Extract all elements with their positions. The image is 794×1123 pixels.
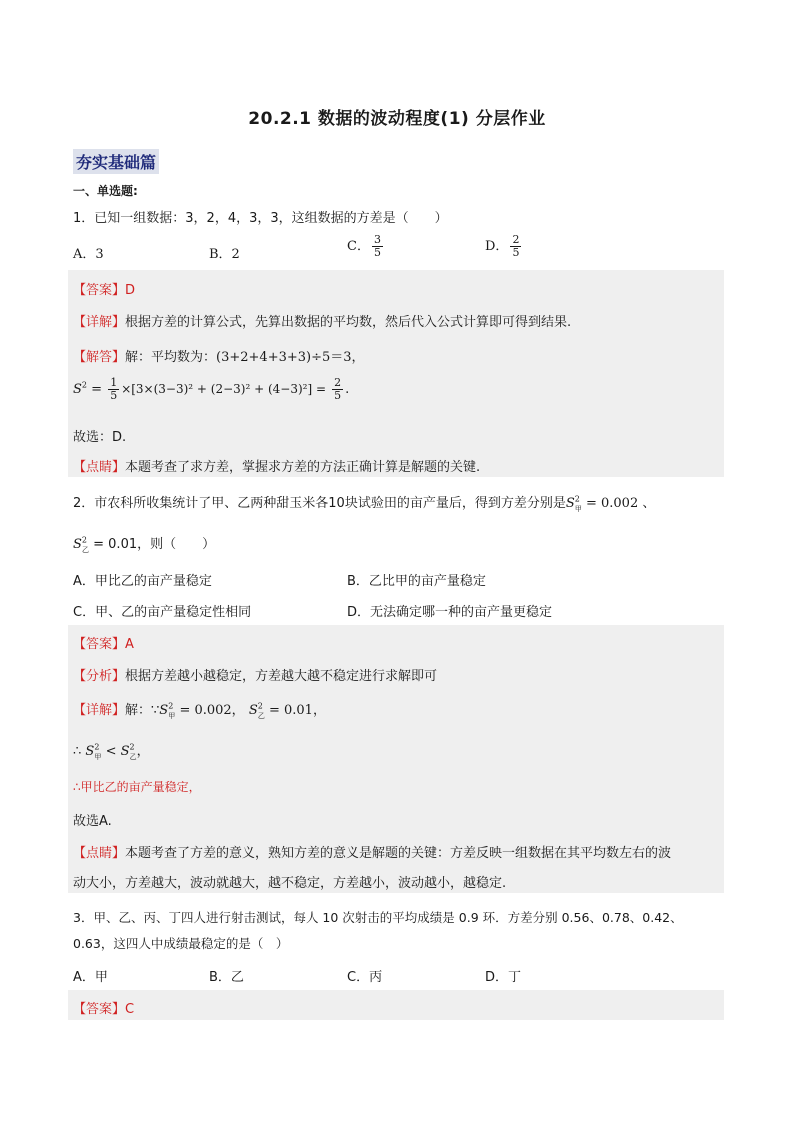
q2-so-1: ∴ $S^2_甲 < S^2_乙$， [73,742,150,761]
q1-option-d [485,234,523,259]
q2-stem: 2．市农科所收集统计了甲、乙两种甜玉米各10块试验田的亩产量后，得到方差分别是$S^2_甲 = 0.002$ 、 [73,494,656,513]
q1-point: 【点睛】本题考查了求方差，掌握求方差的方法正确计算是解题的关键. [73,460,481,475]
q2-so-2: ∴甲比乙的亩产量稳定， [73,780,201,794]
q2-analysis: 【分析】根据方差越小越稳定，方差越大越不稳定进行求解即可 [73,669,438,684]
q3-stem-2: 0.63，这四人中成绩最稳定的是（ ） [73,936,289,951]
q1-option-d-num: 2 [512,233,520,246]
q3-answer: 【答案】C [73,1002,135,1017]
q1-solution-box [68,270,724,477]
q2-option-d: D．无法确定哪一种的亩产量更稳定 [347,605,553,620]
q2-option-c: C．甲、乙的亩产量稳定性相同 [73,605,252,620]
q2-stem-2: $S^2_乙 = 0.01$，则（ ） [73,535,216,554]
q3-option-b: B．乙 [209,970,244,985]
q1-option-d-den: 5 [512,246,520,259]
q1-option-d-label: D． [485,239,509,254]
q1-formula: $S^2$ = $\frac{1}{5}$ ×[3×(3−3)² + (2−3)² + (4−3)²] = $\frac{2}{5}$ . [73,376,350,402]
q3-option-a: A．甲 [73,970,108,985]
q2-option-b: B．乙比甲的亩产量稳定 [347,574,486,589]
q2-choose: 故选A. [73,814,112,829]
q1-option-a: A．3 [73,247,104,262]
q1-option-c-num: 3 [373,233,381,246]
q2-point-1: 【点睛】本题考查了方差的意义，熟知方差的意义是解题的关键：方差反映一组数据在其平均数左右的波 [73,846,672,861]
page-title: 20.2.1 数据的波动程度(1) 分层作业 [248,109,546,129]
q2-detail: 【详解】解：$\because S^2_甲 = 0.002$， $S^2_乙 = 0.01$， [73,701,326,720]
q1-detail: 【详解】根据方差的计算公式，先算出数据的平均数，然后代入公式计算即可得到结果. [73,315,572,330]
q1-choose: 故选：D. [73,430,127,445]
q2-option-a: A．甲比乙的亩产量稳定 [73,574,212,589]
q2-point-2: 动大小，方差越大，波动就越大，越不稳定，方差越小，波动越小，越稳定. [73,876,507,891]
q3-stem-1: 3．甲、乙、丙、丁四人进行射击测试，每人 10 次射击的平均成绩是 0.9 环．方差分别 0.56、0.78、0.42、 [73,910,683,925]
q3-option-d: D．丁 [485,970,522,985]
q1-answer: 【答案】D [73,283,136,298]
q1-stem: 1．已知一组数据：3，2，4，3，3，这组数据的方差是（ ） [73,211,448,226]
q3-solution-box [68,990,724,1020]
q1-option-c-label: C． [347,239,370,254]
q1-option-b: B．2 [209,247,240,262]
q2-answer: 【答案】A [73,637,134,652]
part-heading: 一、单选题: [73,184,138,198]
q1-option-c [347,234,385,259]
q1-option-c-den: 5 [373,246,381,259]
q3-option-c: C．丙 [347,970,383,985]
section-heading: 夯实基础篇 [73,149,159,174]
q1-solve: 【解答】解：平均数为：(3+2+4+3+3)÷5＝3， [73,350,365,365]
